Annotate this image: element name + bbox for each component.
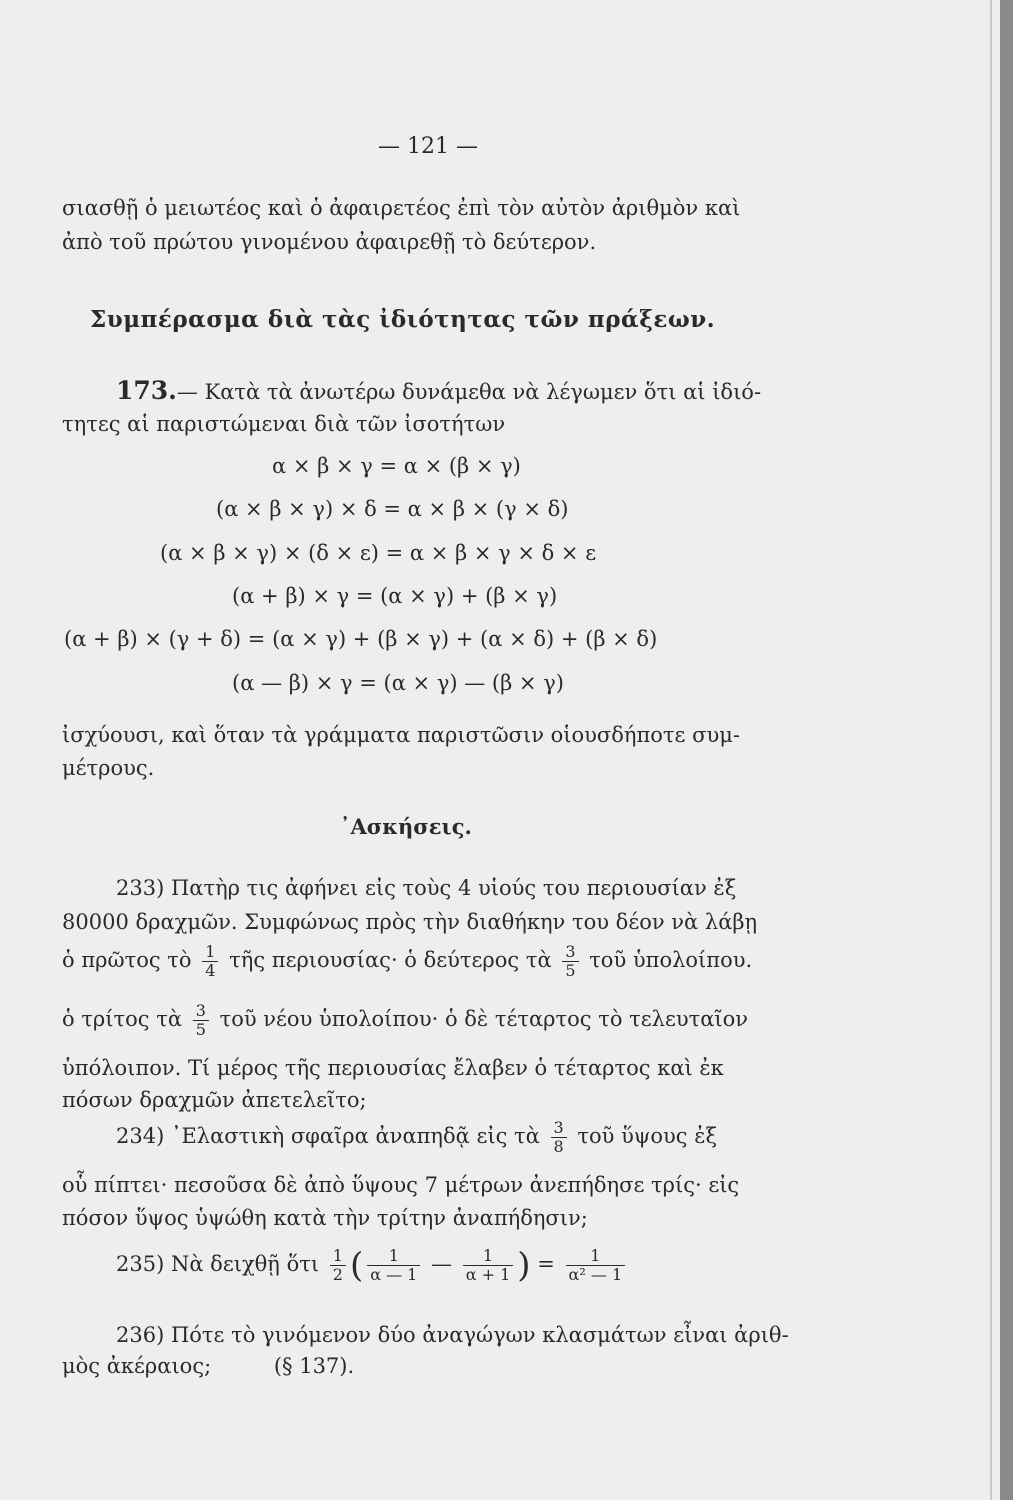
numerator: 3	[562, 944, 578, 962]
text-line: ἰσχύουσι, καὶ ὅταν τὰ γράμματα παριστῶσιν οἱουσδήποτε συμ-	[62, 723, 740, 747]
numerator: 1	[463, 1248, 514, 1266]
text-fragment: (§ 137).	[273, 1354, 355, 1378]
exercise-233-line	[62, 944, 752, 979]
section-intro-text: — Κατὰ τὰ ἀνωτέρω δυνάμεθα νὰ λέγωμεν ὅτι αἱ ἰδιό-	[176, 380, 762, 404]
text-fragment: ὁ πρῶτος τὸ	[62, 948, 192, 972]
text-fragment: τοῦ νέου ὑπολοίπου· ὁ δὲ τέταρτος τὸ τελευταῖον	[219, 1007, 749, 1031]
fraction	[551, 1120, 567, 1155]
section-intro	[116, 378, 761, 403]
denominator: 2	[332, 1265, 343, 1284]
exercise-233-line: ὑπόλοιπον. Τί μέρος τῆς περιουσίας ἔλαβεν ὁ τέταρτος καὶ ἐκ	[62, 1056, 724, 1080]
numerator: 1	[202, 944, 218, 962]
paren-close: )	[517, 1245, 531, 1286]
fraction	[330, 1248, 346, 1283]
equation: (α + β) × γ = (α × γ) + (β × γ)	[232, 584, 558, 608]
fraction	[367, 1248, 420, 1283]
exercise-236-line: 236) Πότε τὸ γινόμενον δύο ἀναγώγων κλασμάτων εἶναι ἀριθ-	[116, 1323, 789, 1347]
exercises-heading: ᾿Ασκήσεις.	[340, 814, 472, 839]
section-number: 173.	[116, 376, 177, 405]
text-fragment: 234) ᾿Ελαστικὴ σφαῖρα ἀναπηδᾷ εἰς τὰ	[116, 1124, 540, 1148]
page-edge-line	[990, 0, 992, 1500]
numerator: 1	[330, 1248, 346, 1266]
denominator: 4	[205, 961, 216, 980]
denominator: α² — 1	[568, 1265, 623, 1284]
text-fragment: 235) Νὰ δειχθῇ ὅτι	[116, 1252, 320, 1276]
page-number: — 121 —	[378, 134, 478, 159]
equation: (α × β × γ) × (δ × ε) = α × β × γ × δ × ε	[160, 541, 597, 565]
numerator: 3	[193, 1003, 209, 1021]
denominator: 5	[195, 1020, 206, 1039]
fraction	[193, 1003, 209, 1038]
text-fragment: ὁ τρίτος τὰ	[62, 1007, 183, 1031]
exercise-235-line	[116, 1245, 629, 1286]
text-fragment: τοῦ ὕψους ἐξ	[577, 1124, 718, 1148]
equation: α × β × γ = α × (β × γ)	[272, 454, 521, 478]
denominator: α + 1	[465, 1265, 511, 1284]
numerator: 3	[551, 1120, 567, 1138]
text-line: μέτρους.	[62, 756, 155, 780]
text-line: ἀπὸ τοῦ πρώτου γινομένου ἀφαιρεθῇ τὸ δεύτερον.	[62, 230, 597, 254]
fraction	[202, 944, 218, 979]
fraction	[463, 1248, 514, 1283]
page-edge-shadow	[1000, 0, 1013, 1500]
denominator: α — 1	[370, 1265, 418, 1284]
text-line: σιασθῇ ὁ μειωτέος καὶ ὁ ἀφαιρετέος ἐπὶ τὸν αὐτὸν ἀριθμὸν καὶ	[62, 196, 741, 220]
equation: (α — β) × γ = (α × γ) — (β × γ)	[232, 671, 564, 695]
exercise-234-line: πόσον ὕψος ὑψώθη κατὰ τὴν τρίτην ἀναπήδησιν;	[62, 1206, 588, 1230]
equals-sign: =	[537, 1252, 555, 1276]
text-fragment: τοῦ ὑπολοίπου.	[589, 948, 753, 972]
section-heading: Συμπέρασμα διὰ τὰς ἰδιότητας τῶν πράξεων.	[90, 306, 716, 333]
paren-open: (	[349, 1245, 364, 1286]
minus-sign: —	[431, 1252, 453, 1276]
text-line: τητες αἱ παριστώμεναι διὰ τῶν ἰσοτήτων	[62, 412, 506, 436]
fraction	[562, 944, 578, 979]
exercise-234-line: οὗ πίπτει· πεσοῦσα δὲ ἀπὸ ὕψους 7 μέτρων ἀνεπήδησε τρίς· εἰς	[62, 1173, 740, 1197]
numerator: 1	[566, 1248, 626, 1266]
equation: (α + β) × (γ + δ) = (α × γ) + (β × γ) + (α × δ) + (β × δ)	[64, 627, 658, 651]
fraction	[566, 1248, 626, 1283]
exercise-233-line	[62, 1003, 748, 1038]
exercise-233-line: 233) Πατὴρ τις ἀφήνει εἰς τοὺς 4 υἱούς του περιουσίαν ἐξ	[116, 876, 737, 900]
equation: (α × β × γ) × δ = α × β × (γ × δ)	[216, 497, 569, 521]
exercise-233-line: 80000 δραχμῶν. Συμφώνως πρὸς τὴν διαθήκην του δέον νὰ λάβῃ	[62, 910, 758, 934]
denominator: 8	[553, 1137, 564, 1156]
exercise-234-line	[116, 1120, 717, 1155]
text-fragment: μὸς ἀκέραιος;	[62, 1354, 212, 1378]
exercise-236-line	[62, 1356, 354, 1377]
numerator: 1	[367, 1248, 420, 1266]
exercise-233-line: πόσων δραχμῶν ἀπετελεῖτο;	[62, 1088, 367, 1112]
denominator: 5	[565, 961, 576, 980]
text-fragment: τῆς περιουσίας· ὁ δεύτερος τὰ	[229, 948, 552, 972]
